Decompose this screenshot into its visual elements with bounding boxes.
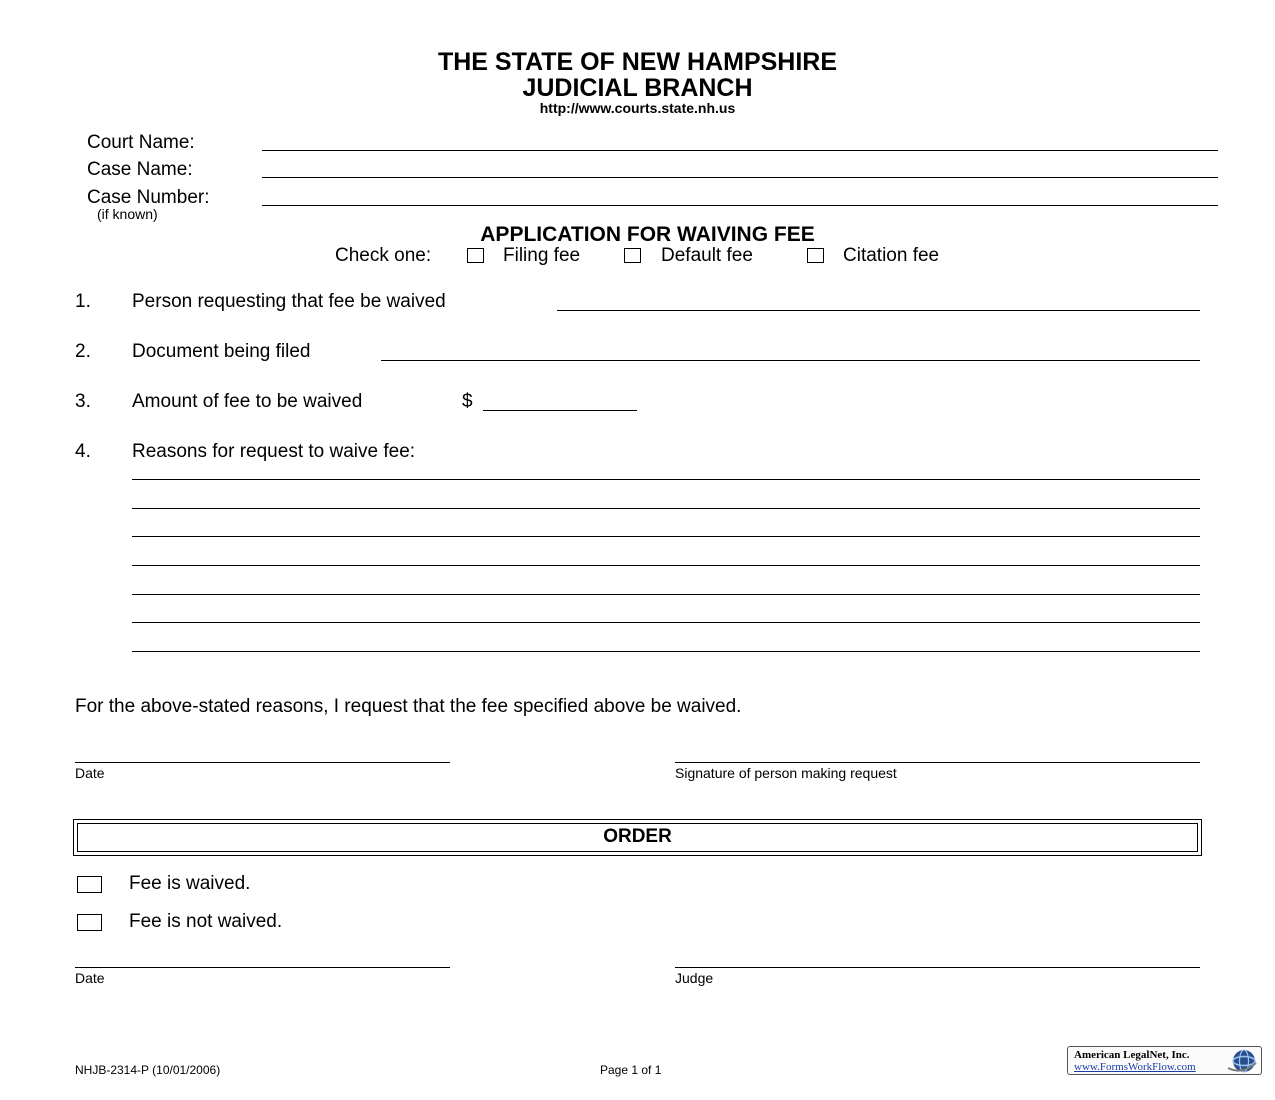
form-id: NHJB-2314-P (10/01/2006) <box>75 1063 221 1077</box>
judge-label: Judge <box>675 970 714 986</box>
vendor-name: American LegalNet, Inc. <box>1074 1049 1190 1061</box>
fee-not-waived-label: Fee is not waived. <box>129 911 283 932</box>
vendor-link[interactable]: www.FormsWorkFlow.com <box>1074 1061 1196 1073</box>
reason-line-4[interactable] <box>132 565 1200 566</box>
case-number-label: Case Number: <box>87 187 210 208</box>
item-3-number: 3. <box>75 391 91 412</box>
case-number-field[interactable] <box>262 205 1218 206</box>
case-name-field[interactable] <box>262 177 1218 178</box>
form-title: APPLICATION FOR WAIVING FEE <box>480 223 815 246</box>
reason-line-7[interactable] <box>132 651 1200 652</box>
order-date-field[interactable] <box>75 967 450 968</box>
reason-line-2[interactable] <box>132 508 1200 509</box>
item-1-label: Person requesting that fee be waived <box>132 291 446 312</box>
item-2-label: Document being filed <box>132 341 311 362</box>
check-one-label: Check one: <box>335 245 432 266</box>
currency-symbol: $ <box>462 391 473 412</box>
order-title: ORDER <box>77 823 1198 852</box>
court-name-field[interactable] <box>262 150 1218 151</box>
reason-line-1[interactable] <box>132 479 1200 480</box>
fee-waived-label: Fee is waived. <box>129 873 251 894</box>
document-filed-field[interactable] <box>381 360 1200 361</box>
citation-fee-label: Citation fee <box>843 245 940 266</box>
applicant-date-label: Date <box>75 765 105 781</box>
vendor-logo <box>1067 1046 1262 1075</box>
applicant-date-field[interactable] <box>75 762 450 763</box>
item-4-label: Reasons for request to waive fee: <box>132 441 416 462</box>
reason-line-3[interactable] <box>132 536 1200 537</box>
court-name-label: Court Name: <box>87 132 195 153</box>
filing-fee-label: Filing fee <box>503 245 581 266</box>
applicant-signature-field[interactable] <box>675 762 1200 763</box>
judge-signature-field[interactable] <box>675 967 1200 968</box>
state-title: THE STATE OF NEW HAMPSHIRE <box>437 48 838 76</box>
page-number: Page 1 of 1 <box>600 1063 662 1077</box>
reason-line-5[interactable] <box>132 594 1200 595</box>
filing-fee-checkbox[interactable] <box>467 248 484 263</box>
case-name-label: Case Name: <box>87 159 193 180</box>
order-header-box <box>73 819 1202 856</box>
applicant-signature-label: Signature of person making request <box>675 765 897 781</box>
default-fee-label: Default fee <box>661 245 753 266</box>
item-3-label: Amount of fee to be waived <box>132 391 363 412</box>
fee-not-waived-checkbox[interactable] <box>77 914 102 931</box>
request-statement: For the above-stated reasons, I request that the fee specified above be waived. <box>75 696 742 717</box>
if-known-note: (if known) <box>97 206 158 222</box>
item-2-number: 2. <box>75 341 91 362</box>
item-4-number: 4. <box>75 441 91 462</box>
person-requesting-field[interactable] <box>557 310 1200 311</box>
item-1-number: 1. <box>75 291 91 312</box>
reason-line-6[interactable] <box>132 622 1200 623</box>
order-date-label: Date <box>75 970 105 986</box>
fee-amount-field[interactable] <box>483 410 637 411</box>
branch-title: JUDICIAL BRANCH <box>522 74 753 102</box>
default-fee-checkbox[interactable] <box>624 248 641 263</box>
fee-waived-checkbox[interactable] <box>77 876 102 893</box>
court-url: http://www.courts.state.nh.us <box>539 100 736 116</box>
globe-icon <box>1224 1048 1258 1074</box>
citation-fee-checkbox[interactable] <box>807 248 824 263</box>
